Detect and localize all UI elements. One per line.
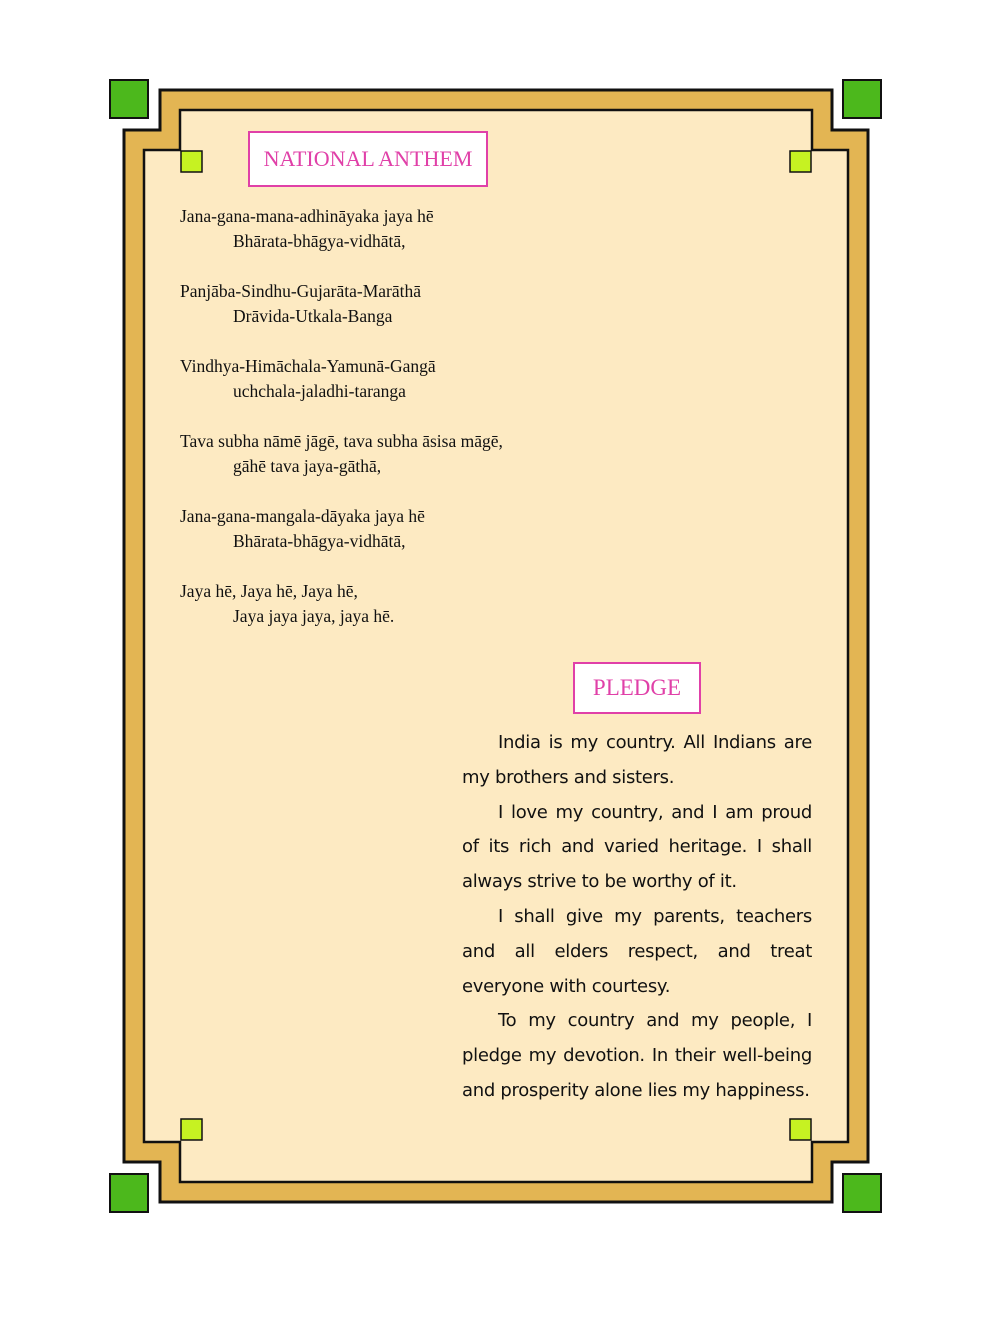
inner-square-top-right bbox=[790, 151, 811, 172]
corner-square-top-right bbox=[843, 80, 881, 118]
pledge-paragraph: I love my country, and I am proud of its rich and varied heritage. I shall always strive to be worthy of it. bbox=[462, 801, 812, 893]
anthem-line-indented: Jaya jaya jaya, jaya hē. bbox=[233, 606, 395, 626]
national-anthem-text bbox=[180, 204, 610, 654]
inner-square-bottom-left bbox=[181, 1119, 202, 1140]
pledge-title: PLEDGE bbox=[573, 662, 701, 714]
national-anthem-title: NATIONAL ANTHEM bbox=[248, 131, 488, 187]
pledge-paragraph: India is my country. All Indians are my brothers and sisters. bbox=[462, 732, 812, 788]
inner-square-bottom-right bbox=[790, 1119, 811, 1140]
anthem-stanza bbox=[180, 354, 610, 404]
anthem-stanza bbox=[180, 579, 610, 629]
corner-square-bottom-right bbox=[843, 1174, 881, 1212]
anthem-line: Tava subha nāmē jāgē, tava subha āsisa māgē, bbox=[180, 431, 503, 451]
anthem-stanza bbox=[180, 504, 610, 554]
anthem-line-indented: Bhārata-bhāgya-vidhātā, bbox=[233, 531, 406, 551]
corner-square-bottom-left bbox=[110, 1174, 148, 1212]
anthem-line: Jana-gana-mana-adhināyaka jaya hē bbox=[180, 206, 434, 226]
anthem-line: Vindhya-Himāchala-Yamunā-Gangā bbox=[180, 356, 436, 376]
pledge-paragraph: I shall give my parents, teachers and all elders respect, and treat everyone with courtesy. bbox=[462, 905, 812, 997]
anthem-line: Jana-gana-mangala-dāyaka jaya hē bbox=[180, 506, 425, 526]
anthem-line-indented: Bhārata-bhāgya-vidhātā, bbox=[233, 231, 406, 251]
anthem-line-indented: gāhē tava jaya-gāthā, bbox=[233, 456, 382, 476]
anthem-stanza bbox=[180, 279, 610, 329]
anthem-line-indented: uchchala-jaladhi-taranga bbox=[233, 381, 406, 401]
pledge-text bbox=[462, 726, 812, 1109]
inner-square-top-left bbox=[181, 151, 202, 172]
anthem-line-indented: Drāvida-Utkala-Banga bbox=[233, 306, 393, 326]
anthem-line: Jaya hē, Jaya hē, Jaya hē, bbox=[180, 581, 358, 601]
corner-square-top-left bbox=[110, 80, 148, 118]
anthem-line: Panjāba-Sindhu-Gujarāta-Marāthā bbox=[180, 281, 422, 301]
pledge-paragraph: To my country and my people, I pledge my devotion. In their well-being and prosperity alone lies my happiness. bbox=[462, 1010, 812, 1101]
anthem-stanza bbox=[180, 204, 610, 254]
anthem-stanza bbox=[180, 429, 610, 479]
